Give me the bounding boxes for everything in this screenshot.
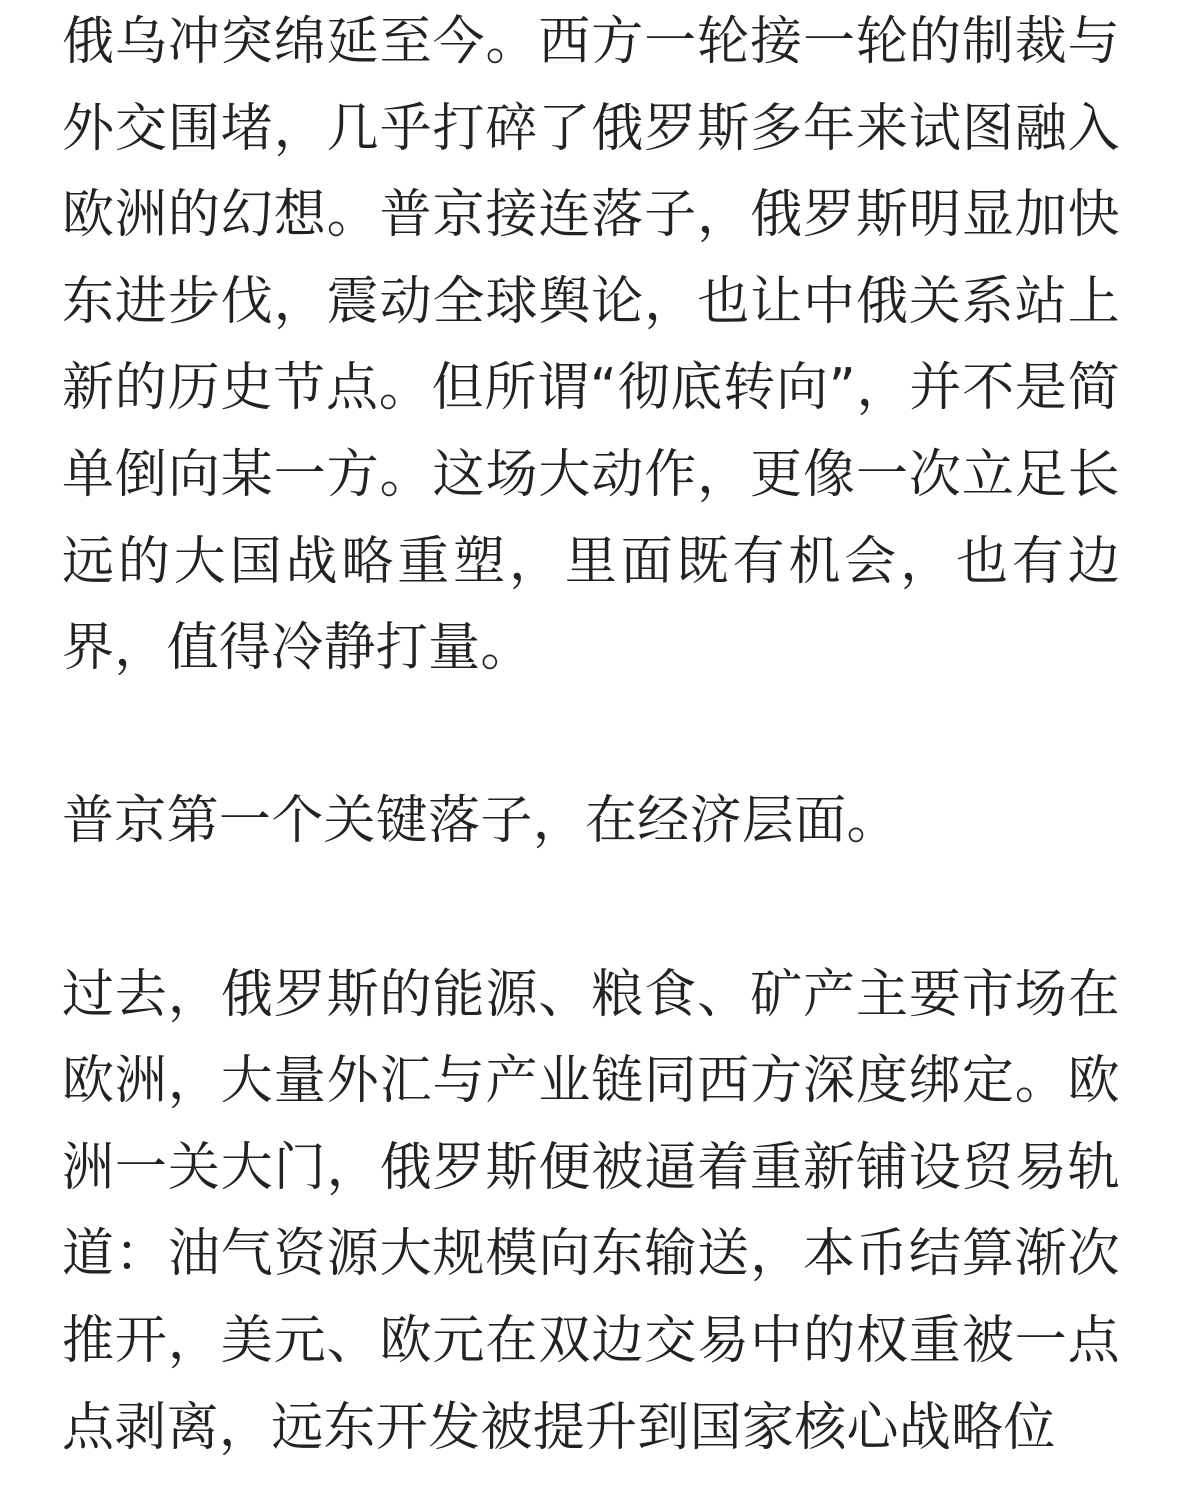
- article-paragraph: 过去，俄罗斯的能源、粮食、矿产主要市场在欧洲，大量外汇与产业链同西方深度绑定。欧洲一关大门，俄罗斯便被逼着重新铺设贸易轨道：油气资源大规模向东输送，本币结算渐次推开，美元、欧元在双边交易中的权重被一点点剥离，远东开发被提升到国家核心战略位: [62, 964, 1120, 1458]
- article-body: [62, 0, 1120, 1471]
- article-paragraph: 俄乌冲突绵延至今。西方一轮接一轮的制裁与外交围堵，几乎打碎了俄罗斯多年来试图融入欧洲的幻想。普京接连落子，俄罗斯明显加快东进步伐，震动全球舆论，也让中俄关系站上新的历史节点。但所谓“彻底转向”，并不是简单倒向某一方。这场大动作，更像一次立足长远的大国战略重塑，里面既有机会，也有边界，值得冷静打量。: [62, 12, 1120, 679]
- article-paragraph: 普京第一个关键落子，在经济层面。: [62, 791, 899, 852]
